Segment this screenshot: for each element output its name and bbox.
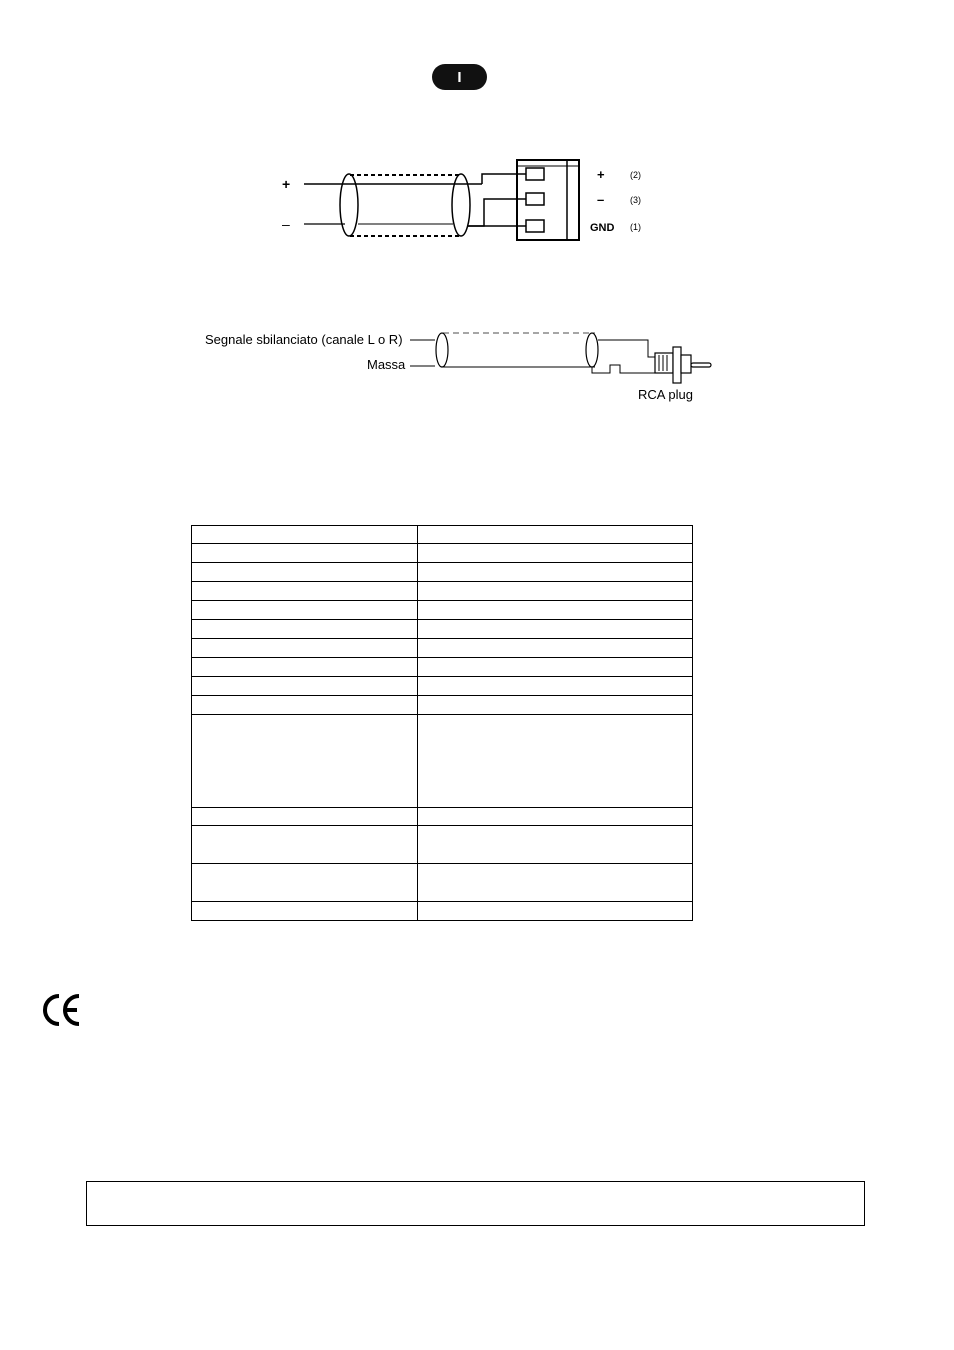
- rca-plug-sleeve: [681, 355, 691, 373]
- spec-name-cell: [192, 864, 418, 902]
- spec-value-cell: [418, 563, 693, 582]
- plus-route: [482, 174, 526, 184]
- table-row: [192, 715, 693, 808]
- spec-value-cell: [418, 526, 693, 544]
- rca-plug-collar: [673, 347, 681, 383]
- wire-plus-label: +: [282, 176, 291, 192]
- spec-value-cell: [418, 677, 693, 696]
- table-row: [192, 808, 693, 826]
- spec-name-cell: [192, 902, 418, 921]
- spec-value-cell: [418, 639, 693, 658]
- table-row: [192, 864, 693, 902]
- signal-label: Segnale sbilanciato (canale L o R): [205, 332, 403, 347]
- spec-value-cell: [418, 715, 693, 808]
- cable-left-end: [436, 333, 448, 367]
- table-row: [192, 582, 693, 601]
- table-row: [192, 902, 693, 921]
- rca-plug-body: [655, 353, 673, 373]
- table-row: [192, 620, 693, 639]
- spec-name-cell: [192, 620, 418, 639]
- specifications-table: [191, 525, 693, 921]
- balanced-wiring-diagram: [270, 150, 670, 250]
- table-row: [192, 696, 693, 715]
- terminal-sign-minus: –: [597, 192, 605, 207]
- terminal-pin-2: (2): [630, 170, 641, 180]
- spec-value-cell: [418, 826, 693, 864]
- table-row: [192, 526, 693, 544]
- spec-value-cell: [418, 902, 693, 921]
- table-row: [192, 544, 693, 563]
- spec-name-cell: [192, 696, 418, 715]
- unbalanced-wiring-diagram: [405, 325, 725, 395]
- spec-name-cell: [192, 582, 418, 601]
- spec-value-cell: [418, 544, 693, 563]
- spec-name-cell: [192, 826, 418, 864]
- cable-right-end: [586, 333, 598, 367]
- spec-name-cell: [192, 601, 418, 620]
- rca-plug-label: RCA plug: [638, 387, 693, 402]
- spec-value-cell: [418, 582, 693, 601]
- terminal-sign-gnd: GND: [590, 222, 615, 234]
- terminal-pin-3: (3): [630, 195, 641, 205]
- terminal-slot-1: [526, 168, 544, 180]
- spec-value-cell: [418, 808, 693, 826]
- table-row: [192, 563, 693, 582]
- spec-value-cell: [418, 864, 693, 902]
- terminal-pin-1: (1): [630, 222, 641, 232]
- terminal-slot-3: [526, 220, 544, 232]
- spec-name-cell: [192, 526, 418, 544]
- ground-label: Massa: [367, 357, 406, 372]
- rca-plug-pin: [691, 363, 711, 367]
- spec-name-cell: [192, 658, 418, 677]
- spec-name-cell: [192, 639, 418, 658]
- spec-value-cell: [418, 658, 693, 677]
- ce-mark-icon: [41, 993, 83, 1027]
- note-box: [86, 1181, 865, 1226]
- table-row: [192, 639, 693, 658]
- spec-value-cell: [418, 601, 693, 620]
- ground-wire-out: [592, 365, 660, 373]
- table-row: [192, 677, 693, 696]
- spec-name-cell: [192, 808, 418, 826]
- terminal-sign-plus: +: [597, 167, 605, 182]
- table-row: [192, 601, 693, 620]
- language-badge: I: [432, 64, 487, 90]
- table-row: [192, 826, 693, 864]
- spec-name-cell: [192, 677, 418, 696]
- terminal-slot-2: [526, 193, 544, 205]
- signal-wire-out: [598, 340, 655, 357]
- spec-name-cell: [192, 563, 418, 582]
- spec-value-cell: [418, 696, 693, 715]
- spec-name-cell: [192, 715, 418, 808]
- spec-name-cell: [192, 544, 418, 563]
- wire-minus-label: –: [282, 216, 290, 232]
- spec-value-cell: [418, 620, 693, 639]
- table-row: [192, 658, 693, 677]
